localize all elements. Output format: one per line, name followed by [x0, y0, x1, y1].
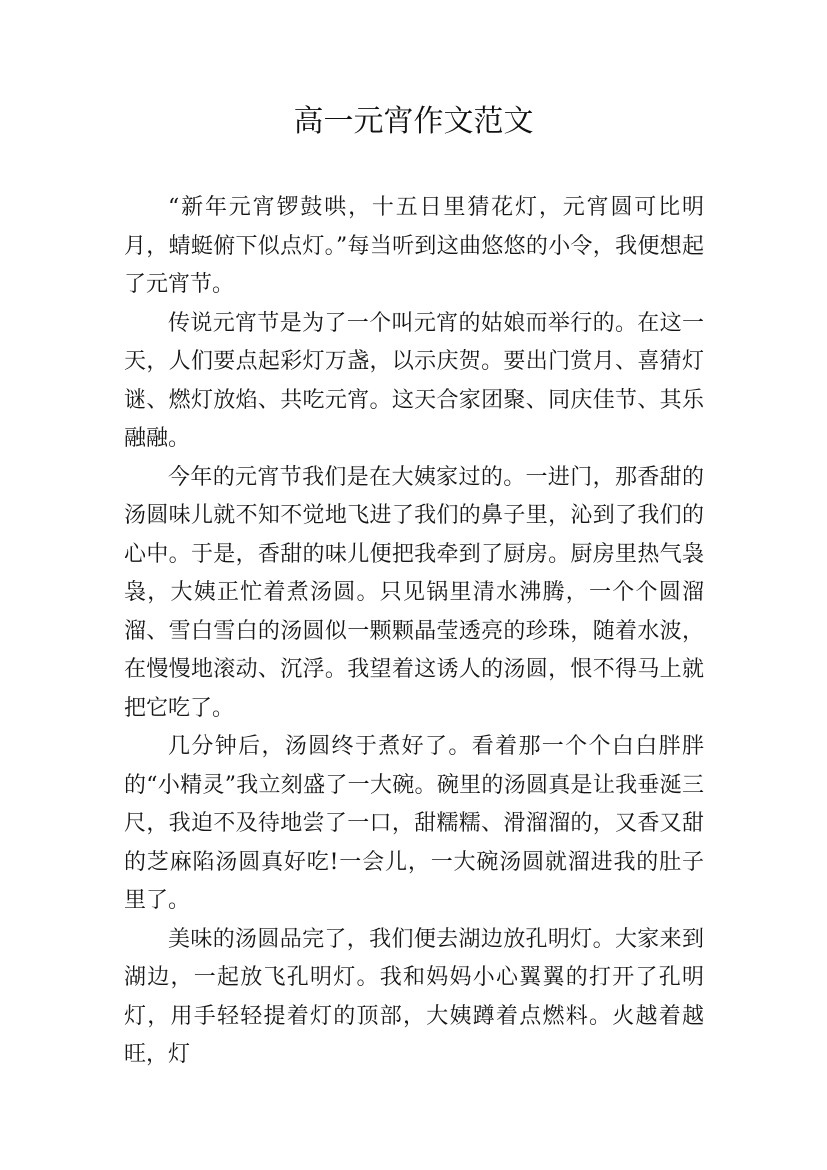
- paragraph: “新年元宵锣鼓哄，十五日里猜花灯，元宵圆可比明月，蜻蜓俯下似点灯。”每当听到这曲悠悠的小令，我便想起了元宵节。: [124, 195, 704, 297]
- document-body: [124, 189, 704, 1075]
- paragraph: 今年的元宵节我们是在大姨家过的。一进门，那香甜的汤圆味儿就不知不觉地飞进了我们的鼻子里，沁到了我们的心中。于是，香甜的味儿便把我牵到了厨房。厨房里热气袅袅，大姨正忙着煮汤圆。只见锅里清水沸腾，一个个圆溜溜、雪白雪白的汤圆似一颗颗晶莹透亮的珍珠，随着水波，在慢慢地滚动、沉浮。我望着这诱人的汤圆，恨不得马上就把它吃了。: [124, 464, 704, 721]
- paragraph: 几分钟后，汤圆终于煮好了。看着那一个个白白胖胖的“小精灵”我立刻盛了一大碗。碗里的汤圆真是让我垂涎三尺，我迫不及待地尝了一口，甜糯糯、滑溜溜的，又香又甜的芝麻陷汤圆真好吃!一会儿，一大碗汤圆就溜进我的肚子里了。: [124, 734, 704, 913]
- paragraph: 美味的汤圆品完了，我们便去湖边放孔明灯。大家来到湖边，一起放飞孔明灯。我和妈妈小心翼翼的打开了孔明灯，用手轻轻提着灯的顶部，大姨蹲着点燃料。火越着越旺，灯: [124, 926, 704, 1067]
- paragraph: 传说元宵节是为了一个叫元宵的姑娘而举行的。在这一天，人们要点起彩灯万盏，以示庆贺。要出门赏月、喜猜灯谜、燃灯放焰、共吃元宵。这天合家团聚、同庆佳节、其乐融融。: [124, 310, 704, 451]
- document-title: 高一元宵作文范文: [293, 104, 534, 139]
